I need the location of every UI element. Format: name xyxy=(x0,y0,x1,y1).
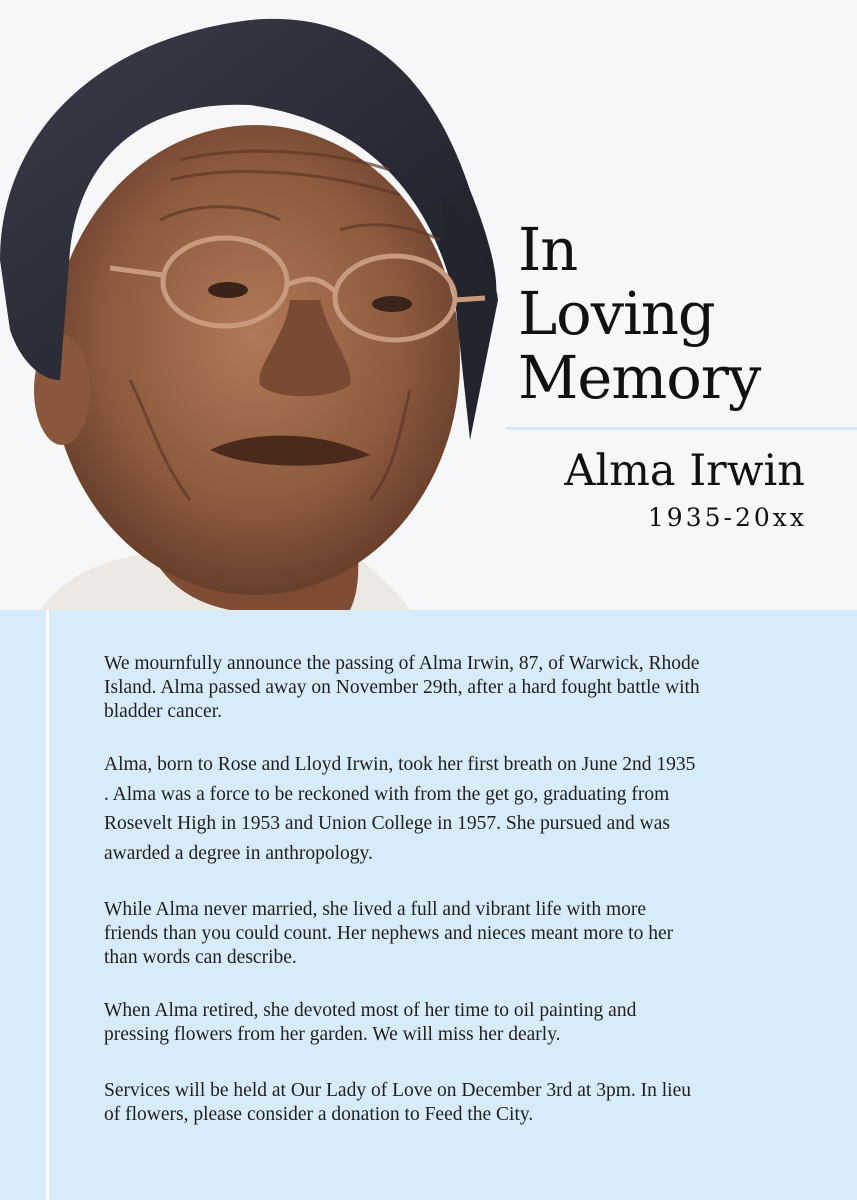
title-divider xyxy=(506,427,857,430)
obituary-paragraph-2: Alma, born to Rose and Lloyd Irwin, took her first breath on June 2nd 1935 . Alma was a force to be reckoned with from the get go, graduating from Rosevelt High in 1953 and Union College in 1957. She pursued and was awarded a degree in anthropology. xyxy=(104,754,696,864)
deceased-name: Alma Irwin xyxy=(564,446,805,496)
panel-accent-line xyxy=(46,610,49,1200)
obituary-paragraph-3: While Alma never married, she lived a full and vibrant life with more friends than you could count. Her nephews and nieces meant more to her than words can describe. xyxy=(104,899,674,968)
obituary-paragraph-5: Services will be held at Our Lady of Love on December 3rd at 3pm. In lieu of flowers, please consider a donation to Feed the City. xyxy=(104,1080,691,1125)
title-line-2: Loving xyxy=(518,279,715,348)
obituary-paragraph-4: When Alma retired, she devoted most of her time to oil painting and pressing flowers from her garden. We will miss her dearly. xyxy=(104,1000,637,1045)
title-line-3: Memory xyxy=(518,343,761,412)
portrait-image xyxy=(0,0,510,610)
page-title xyxy=(518,215,848,412)
title-line-1: In xyxy=(518,215,578,284)
obituary-paragraph-1: We mournfully announce the passing of Alma Irwin, 87, of Warwick, Rhode Island. Alma passed away on November 29th, after a hard fought battle with bladder cancer. xyxy=(104,653,700,722)
life-dates: 1935-20xx xyxy=(647,503,807,532)
